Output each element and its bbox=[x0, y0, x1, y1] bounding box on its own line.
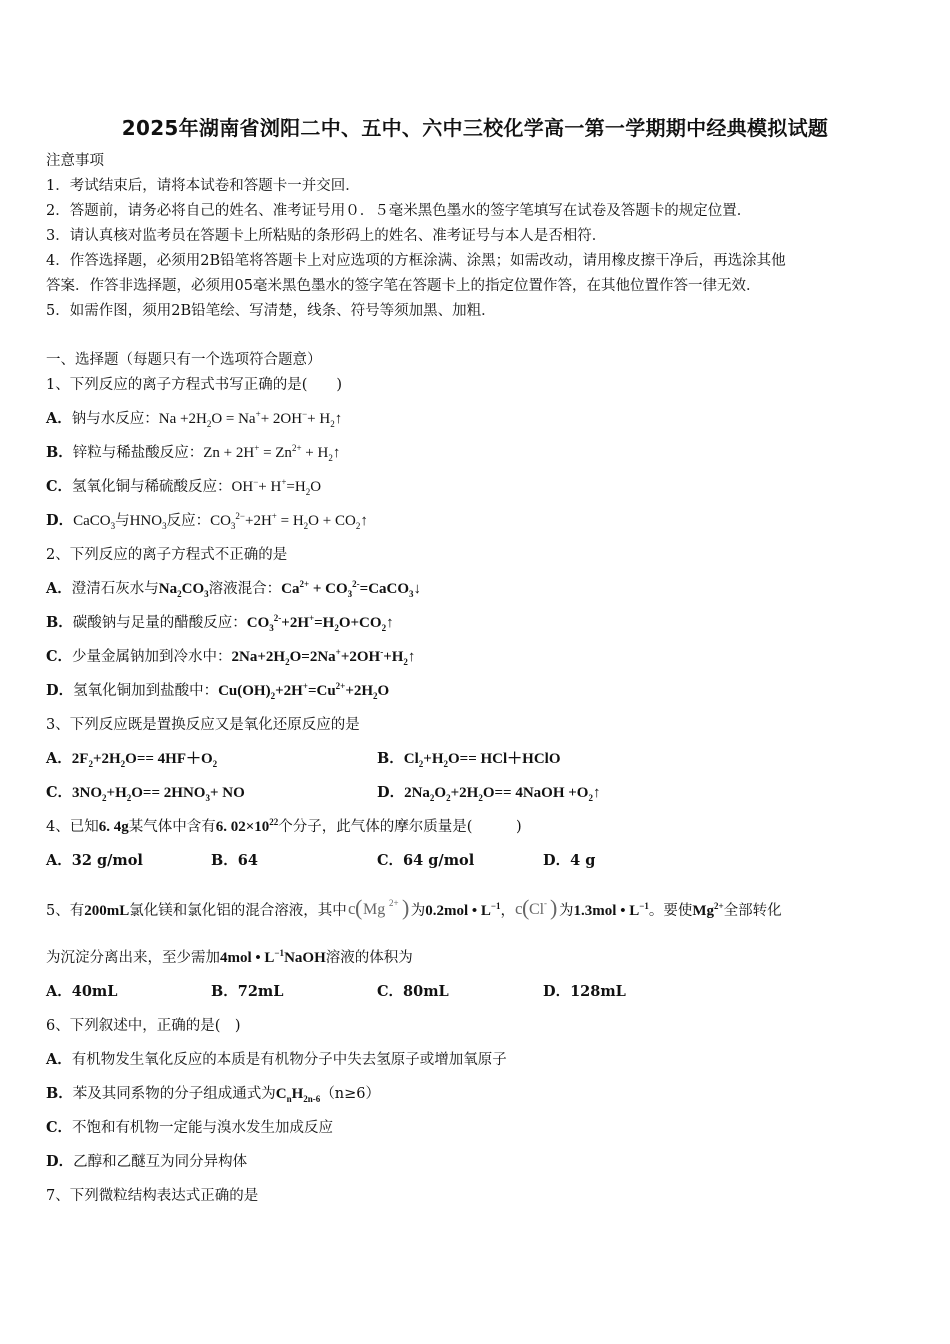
question-1-stem: 1、下列反应的离子方程式书写正确的是( ) bbox=[46, 377, 343, 393]
option-letter: C． bbox=[46, 1119, 73, 1136]
svg-text:Cl: Cl bbox=[529, 901, 545, 918]
option-letter: C． bbox=[46, 784, 73, 801]
question-3-option-d bbox=[377, 783, 600, 803]
question-2-stem: 2、下列反应的离子方程式不正确的是 bbox=[46, 547, 288, 563]
stem-text: 为沉淀分离出来，至少需加 bbox=[46, 950, 220, 966]
question-5-stem-line2 bbox=[46, 948, 413, 968]
option-letter: B． bbox=[46, 614, 73, 631]
option-text: 碳酸钠与足量的醋酸反应： bbox=[72, 615, 247, 631]
equation: $CO_3^{2-}+2H^+=H_2O+CO_2↑$ bbox=[246, 613, 394, 633]
svg-text:c: c bbox=[347, 899, 356, 918]
option-letter: A． bbox=[46, 750, 72, 767]
svg-text:-: - bbox=[544, 898, 548, 908]
question-4-stem bbox=[46, 817, 522, 837]
option-letter: B． bbox=[46, 1085, 73, 1102]
formula: $C_nH_{2n-6}$ bbox=[275, 1086, 321, 1104]
option-text: 溶液混合： bbox=[208, 581, 282, 597]
formula: $HNO_3$ bbox=[129, 513, 167, 531]
note-item: 2．答题前，请务必将自己的姓名、准考证号用０．５毫米黑色墨水的签字笔填写在试卷及答题卡的规定位置． bbox=[46, 203, 752, 219]
stem-value-text: NaOH bbox=[284, 950, 326, 966]
equation: $OH^-+ H^+=H_2O$ bbox=[231, 477, 322, 497]
option-text: 氢氧化铜与稀硫酸反应： bbox=[72, 479, 232, 495]
option-letter: A． bbox=[46, 580, 72, 597]
option-text: （n≥6） bbox=[320, 1086, 381, 1102]
equation: $2Na_2O_2+2H_2O==$ 4NaOH $+O_2↑$ bbox=[404, 785, 601, 803]
note-item: 4．作答选择题，必须用2B铅笔将答题卡上对应选项的方框涂满、涂黑；如需改动，请用橡皮擦干净后，再选涂其他 bbox=[46, 253, 786, 269]
stem-text: 为 bbox=[559, 903, 574, 919]
option-text: 氢氧化铜加到盐酸中： bbox=[73, 683, 219, 699]
question-2-option-a bbox=[46, 579, 421, 599]
option-letter: D． bbox=[377, 784, 405, 801]
equation: $2F_2+2H_2O== 4HF+O_2$ bbox=[71, 751, 218, 769]
equation: $2Na+2H_2O=2Na^++2OH^-+H_2↑$ bbox=[231, 647, 416, 667]
question-4-option-c: C．64 g/mol bbox=[377, 852, 475, 869]
question-6-option-c bbox=[46, 1118, 333, 1138]
question-4-option-a: A．32 g/mol bbox=[46, 852, 143, 869]
question-3-option-a bbox=[46, 749, 217, 769]
equation: $Na +2H_2O = Na^++ 2OH^-+$ $H_2↑$ bbox=[158, 409, 343, 429]
svg-text:(: ( bbox=[522, 897, 530, 920]
question-3-stem: 3、下列反应既是置换反应又是氧化还原反应的是 bbox=[46, 717, 360, 733]
question-5-option-b: B．72mL bbox=[211, 983, 284, 1000]
option-letter: A． bbox=[46, 410, 72, 427]
stem-text: 全部转化 bbox=[723, 903, 782, 919]
option-text: 少量金属钠加到冷水中： bbox=[72, 649, 232, 665]
svg-text:c: c bbox=[515, 899, 523, 918]
stem-value bbox=[216, 819, 279, 835]
formula: $Mg^{2+}$ bbox=[692, 901, 724, 919]
option-text: 澄清石灰水与 bbox=[71, 581, 159, 597]
svg-text:): ) bbox=[550, 897, 558, 920]
stem-text: ， bbox=[500, 903, 516, 919]
question-6-option-b bbox=[46, 1084, 380, 1104]
concentration-mg-formula-image bbox=[347, 897, 411, 921]
option-text: 有机物发生氧化反应的本质是有机物分子中失去氢原子或增加氧原子 bbox=[71, 1052, 507, 1068]
stem-value-text: 1.3mol • L bbox=[573, 903, 640, 919]
option-letter: C． bbox=[46, 478, 73, 495]
question-1-option-d bbox=[46, 511, 368, 531]
stem-value: 4mol • $L^{-1}NaOH$ bbox=[220, 948, 326, 966]
option-letter: D． bbox=[46, 1153, 74, 1170]
option-letter: A． bbox=[46, 1051, 72, 1068]
formula: $Na_2CO_3$ bbox=[158, 581, 209, 599]
svg-text:Mg: Mg bbox=[362, 901, 385, 918]
stem-text: 4、已知 bbox=[46, 819, 99, 835]
stem-value-base: 6. 02×10 bbox=[215, 819, 270, 835]
question-5-option-d: D．128mL bbox=[543, 983, 626, 1000]
option-letter: D． bbox=[46, 682, 74, 699]
stem-value: 6. 4g bbox=[98, 819, 129, 835]
question-2-option-c bbox=[46, 647, 415, 667]
note-item: 1．考试结束后，请将本试卷和答题卡一并交回． bbox=[46, 178, 360, 194]
question-4-option-b: B．64 bbox=[211, 852, 258, 869]
stem-text: 氯化镁和氯化铝的混合溶液，其中 bbox=[129, 903, 347, 919]
note-item: 3．请认真核对监考员在答题卡上所粘贴的条形码上的姓名、准考证号与本人是否相符． bbox=[46, 228, 607, 244]
stem-text: 5、有 bbox=[46, 903, 85, 919]
question-3-option-b bbox=[377, 749, 561, 769]
question-1-option-b bbox=[46, 443, 340, 463]
formula: CaCO$_3$ bbox=[73, 513, 116, 531]
stem-text: 为 bbox=[410, 903, 426, 919]
question-6-stem: 6、下列叙述中，正确的是( ) bbox=[46, 1018, 241, 1034]
page-title: 2025年湖南省浏阳二中、五中、六中三校化学高一第一学期期中经典模拟试题 bbox=[121, 116, 829, 140]
option-text: 反应： bbox=[166, 513, 211, 529]
option-text: 乙醇和乙醚互为同分异构体 bbox=[73, 1154, 248, 1170]
question-5-option-c: C．80mL bbox=[377, 983, 449, 1000]
question-2-option-b bbox=[46, 613, 394, 633]
question-3-option-c bbox=[46, 783, 245, 803]
question-5-stem bbox=[46, 897, 782, 921]
option-letter: B． bbox=[377, 750, 404, 767]
question-6-option-d bbox=[46, 1152, 247, 1172]
svg-text:): ) bbox=[401, 897, 410, 920]
stem-value: 1.3mol • $L^{-1}$ bbox=[573, 901, 649, 919]
stem-text: 个分子，此气体的摩尔质量是( ) bbox=[278, 819, 522, 835]
option-text: 与 bbox=[115, 513, 130, 529]
stem-text: 某气体中含有 bbox=[128, 819, 216, 835]
stem-value: 0.2mol • $L^{-1}$ bbox=[425, 901, 501, 919]
stem-text: 。要使 bbox=[648, 903, 693, 919]
option-text: 钠与水反应： bbox=[71, 411, 159, 427]
stem-value-text: 0.2mol • L bbox=[425, 903, 491, 919]
option-text: 锌粒与稀盐酸反应： bbox=[72, 445, 204, 461]
equation: $Zn + 2H^+ = Zn^{2+}$ + $H_2↑$ bbox=[203, 443, 341, 463]
question-1-option-c bbox=[46, 477, 321, 497]
stem-value-exponent: 22 bbox=[269, 817, 279, 827]
note-item: 5．如需作图，须用2B铅笔绘、写清楚，线条、符号等须加黑、加粗． bbox=[46, 303, 496, 319]
stem-text: 溶液的体积为 bbox=[325, 950, 413, 966]
question-6-option-a bbox=[46, 1050, 507, 1070]
option-letter: C． bbox=[46, 648, 73, 665]
option-letter: B． bbox=[46, 444, 73, 461]
question-7-stem: 7、下列微粒结构表达式正确的是 bbox=[46, 1188, 259, 1204]
notes-heading: 注意事项 bbox=[46, 153, 104, 169]
svg-text:(: ( bbox=[354, 897, 363, 920]
equation: $CO_3^{2-}+2H^+ = H_2O$ + $CO_2↑$ bbox=[210, 511, 368, 531]
question-5-option-a: A．40mL bbox=[46, 983, 118, 1000]
note-item: 答案．作答非选择题，必须用05毫米黑色墨水的签字笔在答题卡上的指定位置作答，在其他位置作答一律无效． bbox=[46, 278, 761, 294]
concentration-cl-formula-image bbox=[515, 897, 559, 921]
equation: $Cu(OH)_2+2H^+=Cu^{2+}+2H_2O$ bbox=[218, 681, 390, 701]
option-text: 不饱和有机物一定能与溴水发生加成反应 bbox=[72, 1120, 334, 1136]
question-4-option-d: D．4 g bbox=[543, 852, 596, 869]
option-letter: D． bbox=[46, 512, 74, 529]
question-2-option-d bbox=[46, 681, 389, 701]
svg-text:2+: 2+ bbox=[388, 898, 399, 908]
stem-value-text: 4mol • L bbox=[220, 950, 275, 966]
stem-value: 200mL bbox=[84, 903, 130, 919]
equation: $3NO_2+H_2O== 2HNO_3+$ NO bbox=[72, 785, 245, 803]
equation: $Ca^{2+}$ + $CO_3^{2-}=CaCO_3↓$ bbox=[281, 579, 422, 599]
option-text: 苯及其同系物的分子组成通式为 bbox=[72, 1086, 276, 1102]
section-heading: 一、选择题（每题只有一个选项符合题意） bbox=[46, 352, 322, 368]
equation: $Cl_2+H_2O==$ HCl＋HClO bbox=[403, 751, 561, 769]
question-1-option-a bbox=[46, 409, 342, 429]
